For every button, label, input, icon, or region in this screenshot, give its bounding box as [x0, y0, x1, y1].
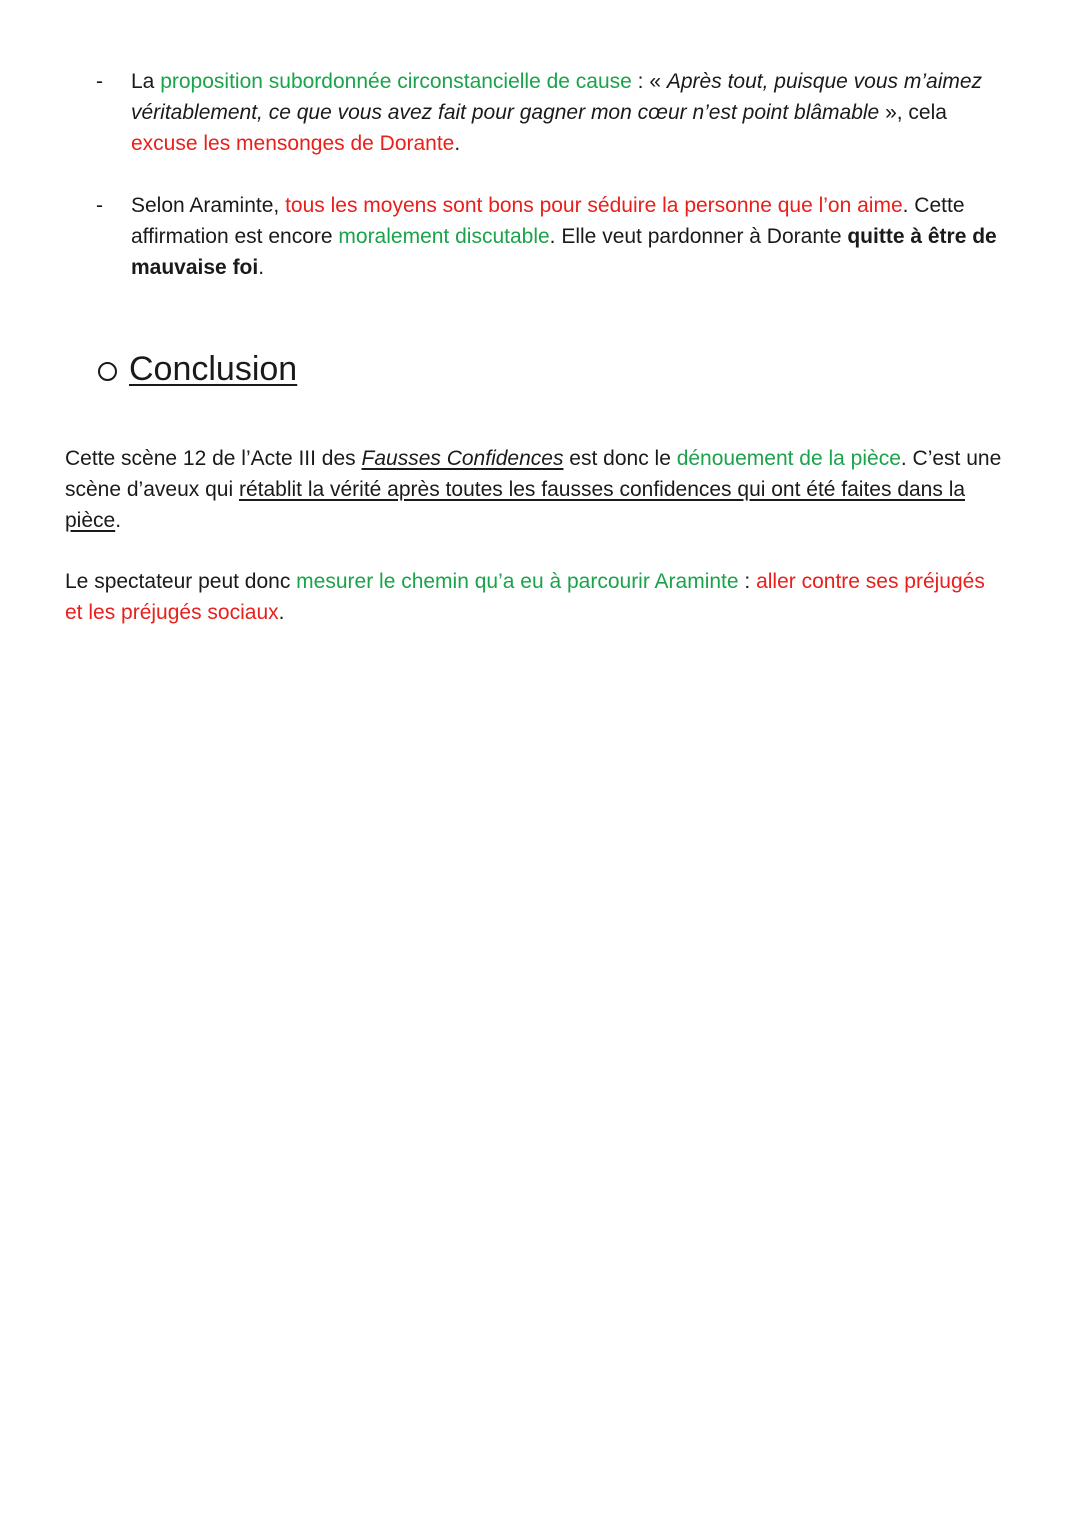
heading-title: Conclusion [129, 350, 298, 388]
work-title: Fausses Confidences [361, 447, 564, 470]
text-run: », cela [879, 101, 947, 124]
bullet-text [131, 66, 1011, 159]
text-run: . Cette affirmation est encore [131, 194, 965, 248]
text-run: . Elle veut pardonner à Dorante [549, 225, 848, 248]
text-run: Selon Araminte, [131, 194, 286, 217]
section-heading [98, 346, 297, 392]
bold-text: quitte à être de mauvaise foi [131, 225, 997, 279]
highlight-green: dénouement de la pièce [676, 447, 901, 470]
bullet-text [131, 190, 1011, 283]
text-run: . [278, 601, 285, 624]
underlined-text: rétablit la vérité après toutes les fausses confidences qui ont été faites dans la pièce [65, 478, 966, 532]
text-run: est donc le [563, 447, 677, 470]
text-run: La [131, 70, 161, 93]
text-run: : « [631, 70, 667, 93]
highlight-red: tous les moyens sont bons pour séduire la personne que l’on aime [285, 194, 903, 217]
highlight-green: moralement discutable [338, 225, 550, 248]
text-run: . [258, 256, 265, 279]
conclusion-paragraph-2 [65, 566, 1005, 628]
bullet-dash: - [96, 194, 103, 217]
text-run: . [115, 509, 122, 532]
bullet-dash: - [96, 70, 103, 93]
text-run: Le spectateur peut donc [65, 570, 297, 593]
highlight-red: excuse les mensonges de Dorante [131, 132, 455, 155]
highlight-green: mesurer le chemin qu’a eu à parcourir Araminte [296, 570, 739, 593]
text-run: . [454, 132, 461, 155]
circle-bullet-icon [98, 362, 117, 381]
text-run: . C’est une scène d’aveux qui [65, 447, 1002, 501]
conclusion-paragraph-1 [65, 443, 1005, 536]
highlight-red: aller contre ses préjugés et les préjugés sociaux [65, 570, 985, 624]
highlight-green: proposition subordonnée circonstancielle de cause [160, 70, 632, 93]
quotation: Après tout, puisque vous m’aimez véritablement, ce que vous avez fait pour gagner mon cœur n’est point blâmable [131, 70, 983, 124]
text-run: Cette scène 12 de l’Acte III des [65, 447, 362, 470]
text-run: : [738, 570, 757, 593]
